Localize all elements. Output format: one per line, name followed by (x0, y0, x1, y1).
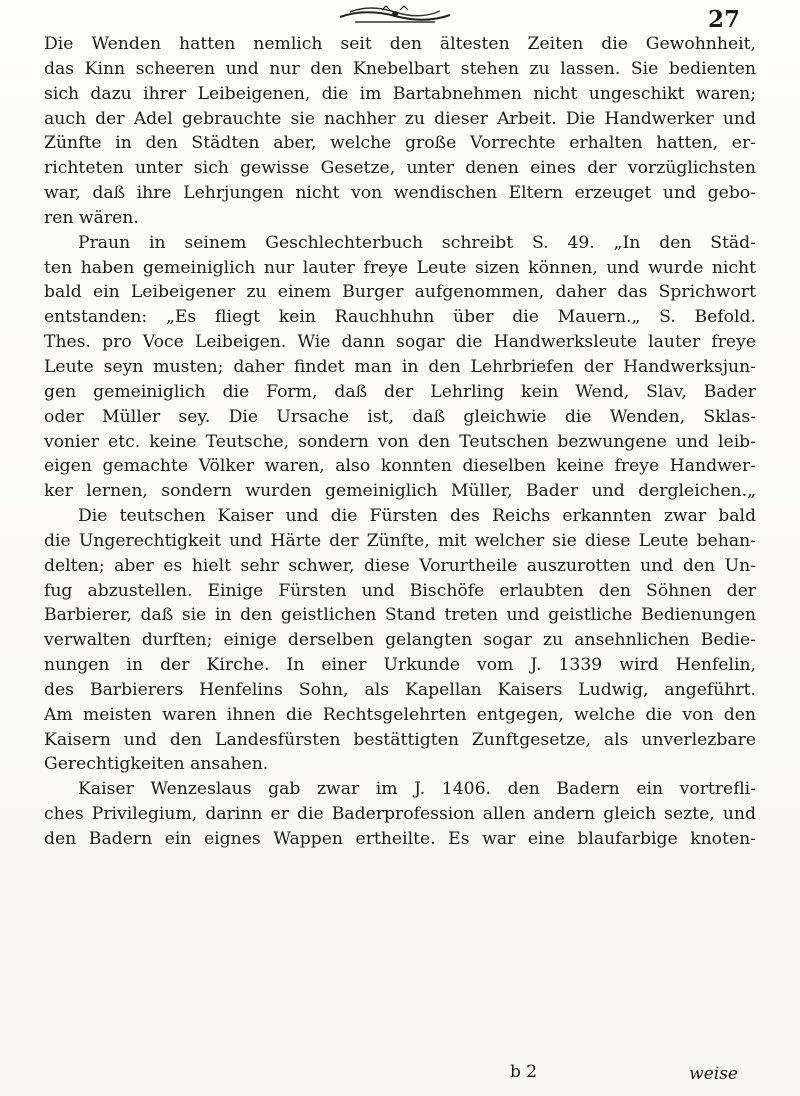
body-text (44, 32, 756, 852)
text-line: delten; aber es hielt sehr schwer, diese Vorurtheile auszurotten und den Un- (44, 555, 756, 576)
text-line: sich dazu ihrer Leibeigenen, die im Bartabnehmen nicht ungeschikt waren; (44, 83, 756, 104)
text-line: ches Privilegium, darinn er die Baderprofession allen andern gleich sezte, und (44, 804, 756, 825)
printer-signature: b 2 (510, 1062, 538, 1082)
decorative-ornament-icon (320, 2, 470, 28)
text-line: entstanden: „Es fliegt kein Rauchhuhn über die Mauern.„ S. Befold. (44, 307, 756, 328)
text-line: des Barbierers Henfelins Sohn, als Kapellan Kaisers Ludwig, angeführt. (44, 679, 756, 700)
text-line: Kaisern und den Landesfürsten bestättigten Zunftgesetze, als unverlezbare (44, 729, 756, 750)
text-line: Die Wenden hatten nemlich seit den ältesten Zeiten die Gewohnheit, (44, 34, 756, 54)
text-line: war, daß ihre Lehrjungen nicht von wendischen Eltern erzeuget und gebo- (44, 183, 756, 204)
text-line: Zünfte in den Städten aber, welche große Vorrechte erhalten hatten, er- (44, 133, 756, 154)
text-line: bald ein Leibeigener zu einem Burger aufgenommen, daher das Sprichwort (44, 282, 756, 303)
text-line: Kaiser Wenzeslaus gab zwar im J. 1406. den Badern ein vortrefli- (78, 779, 756, 800)
text-line: das Kinn scheeren und nur den Knebelbart stehen zu lassen. Sie bedienten (44, 58, 756, 79)
text-line: ker lernen, sondern wurden gemeiniglich Müller, Bader und dergleichen.„ (44, 481, 756, 502)
text-line: Thes. pro Voce Leibeigen. Wie dann sogar die Handwerksleute lauter freye (44, 332, 756, 353)
text-line: den Badern ein eignes Wappen ertheilte. Es war eine blaufarbige knoten- (44, 829, 756, 849)
text-line: eigen gemachte Völker waren, also konnten dieselben keine freye Handwer- (44, 456, 756, 477)
text-line: ren wären. (44, 207, 139, 228)
text-line: Praun in seinem Geschlechterbuch schreibt S. 49. „In den Städ- (78, 232, 756, 253)
text-line: Barbierer, daß sie in den geistlichen Stand treten und geistliche Bedienungen (44, 605, 756, 626)
catchword: weise (689, 1064, 738, 1084)
text-line: verwalten durften; einige derselben gelangten sogar zu ansehnlichen Bedie- (44, 630, 756, 651)
text-line: die Ungerechtigkeit und Härte der Zünfte, mit welcher sie diese Leute behan- (44, 530, 756, 551)
text-line: Leute seyn musten; daher findet man in den Lehrbriefen der Handwerksjun- (44, 356, 756, 377)
text-line: Gerechtigkeiten ansahen. (44, 754, 269, 775)
text-line: fug abzustellen. Einige Fürsten und Bischöfe erlaubten den Söhnen der (44, 580, 756, 601)
text-line: richteten unter sich gewisse Gesetze, unter denen eines der vorzüglichsten (44, 158, 756, 179)
text-line: vonier etc. keine Teutsche, sondern von den Teutschen bezwungene und leib- (44, 431, 756, 452)
text-line: Die teutschen Kaiser und die Fürsten des Reichs erkannten zwar bald (78, 506, 756, 527)
text-line: auch der Adel gebrauchte sie nachher zu dieser Arbeit. Die Handwerker und (44, 108, 756, 129)
text-line: Am meisten waren ihnen die Rechtsgelehrten entgegen, welche die von den (44, 704, 756, 725)
text-line: oder Müller sey. Die Ursache ist, daß gleichwie die Wenden, Sklas- (44, 406, 756, 427)
page-number: 27 (707, 6, 740, 33)
text-line: ten haben gemeiniglich nur lauter freye Leute sizen können, und wurde nicht (44, 257, 756, 278)
text-line: nungen in der Kirche. In einer Urkunde vom J. 1339 wird Henfelin, (44, 655, 756, 676)
text-line: gen gemeiniglich die Form, daß der Lehrling kein Wend, Slav, Bader (44, 381, 756, 402)
